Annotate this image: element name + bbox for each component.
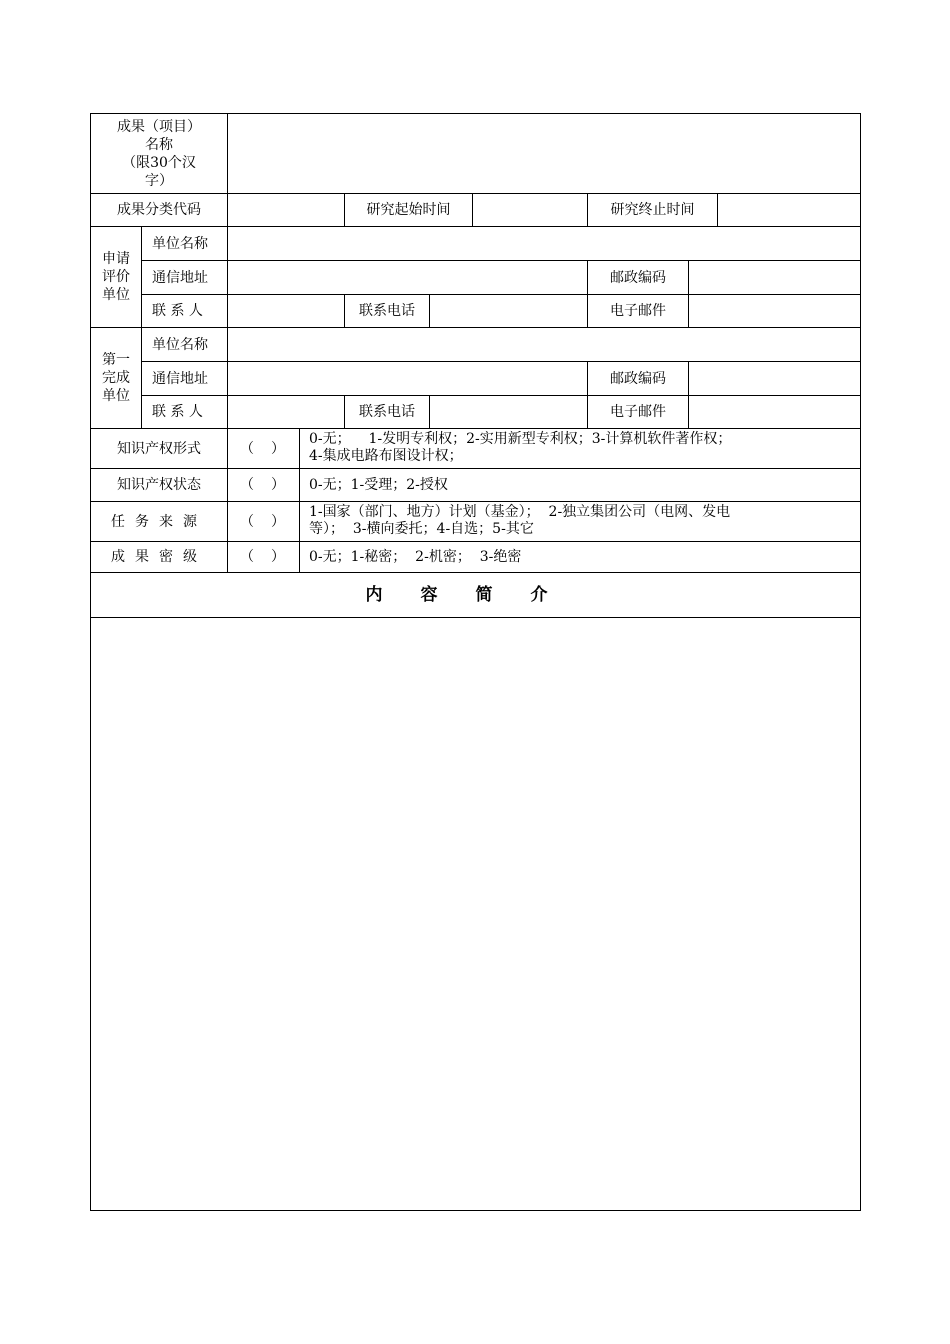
ip-status-label: 知识产权状态	[91, 469, 228, 502]
project-name-label-line3: （限30个汉	[122, 154, 196, 171]
ip-form-label: 知识产权形式	[91, 429, 228, 469]
applicant-unit-group-label	[91, 227, 142, 328]
first-unit-postal-label: 邮政编码	[588, 362, 689, 396]
first-unit-address-field[interactable]	[228, 362, 588, 396]
summary-body-field[interactable]	[91, 618, 860, 1210]
task-source-paren-open: （	[240, 513, 254, 530]
applicant-email-label: 电子邮件	[588, 295, 689, 328]
first-unit-phone-field[interactable]	[430, 396, 588, 429]
first-unit-name-label: 单位名称	[142, 328, 228, 362]
applicant-group-line3: 单位	[102, 287, 130, 303]
task-source-label: 任务来源	[91, 502, 228, 542]
end-time-field[interactable]	[718, 194, 860, 227]
ip-status-options-line1: 0-无；1-受理；2-授权	[309, 477, 448, 493]
ip-status-paren-close: ）	[271, 477, 285, 493]
category-code-field[interactable]	[228, 194, 345, 227]
category-code-label: 成果分类代码	[91, 194, 228, 227]
ip-form-paren-open: （	[240, 440, 254, 457]
ip-status-choice-field[interactable]	[228, 469, 300, 502]
secrecy-label: 成果密级	[91, 542, 228, 573]
secrecy-paren-open: （	[240, 549, 254, 565]
applicant-group-line1: 申请	[102, 251, 130, 267]
first-unit-group-label	[91, 328, 142, 429]
applicant-contact-label: 联 系 人	[142, 295, 228, 328]
achievement-form-table	[90, 113, 861, 1211]
first-unit-postal-field[interactable]	[689, 362, 860, 396]
secrecy-options	[300, 542, 860, 573]
ip-status-options	[300, 469, 860, 502]
first-unit-group-line2: 完成	[102, 370, 130, 386]
first-unit-group-line1: 第一	[102, 352, 130, 368]
secrecy-choice-field[interactable]	[228, 542, 300, 573]
first-unit-contact-field[interactable]	[228, 396, 345, 429]
ip-form-options	[300, 429, 860, 469]
project-name-label-line4: 字）	[145, 172, 173, 189]
secrecy-paren-close: ）	[271, 549, 285, 565]
task-source-options	[300, 502, 860, 542]
applicant-phone-label: 联系电话	[345, 295, 430, 328]
ip-form-paren-close: ）	[271, 440, 285, 457]
task-source-options-line2: 等）； 3-横向委托；4-自选；5-其它	[309, 521, 534, 537]
applicant-email-field[interactable]	[689, 295, 860, 328]
project-name-field[interactable]	[228, 114, 860, 194]
summary-section-header	[91, 573, 860, 618]
project-name-label	[91, 114, 228, 194]
start-time-label: 研究起始时间	[345, 194, 473, 227]
summary-title: 内容简介	[365, 585, 586, 605]
secrecy-options-line1: 0-无；1-秘密； 2-机密； 3-绝密	[309, 549, 522, 565]
start-time-field[interactable]	[473, 194, 588, 227]
task-source-paren-close: ）	[271, 513, 285, 530]
task-source-options-line1: 1-国家（部门、地方）计划（基金）； 2-独立集团公司（电网、发电	[309, 504, 731, 520]
applicant-unit-name-label: 单位名称	[142, 227, 228, 261]
project-name-label-line2: 名称	[145, 136, 173, 153]
first-unit-contact-label: 联 系 人	[142, 396, 228, 429]
first-unit-phone-label: 联系电话	[345, 396, 430, 429]
first-unit-address-label: 通信地址	[142, 362, 228, 396]
applicant-postal-field[interactable]	[689, 261, 860, 295]
first-unit-email-label: 电子邮件	[588, 396, 689, 429]
applicant-unit-name-field[interactable]	[228, 227, 860, 261]
first-unit-group-line3: 单位	[102, 388, 130, 404]
task-source-choice-field[interactable]	[228, 502, 300, 542]
first-unit-name-field[interactable]	[228, 328, 860, 362]
end-time-label: 研究终止时间	[588, 194, 718, 227]
project-name-label-line1: 成果（项目）	[117, 118, 201, 135]
applicant-phone-field[interactable]	[430, 295, 588, 328]
applicant-group-line2: 评价	[102, 269, 130, 285]
first-unit-email-field[interactable]	[689, 396, 860, 429]
applicant-address-field[interactable]	[228, 261, 588, 295]
ip-form-options-line1: 0-无； 1-发明专利权；2-实用新型专利权；3-计算机软件著作权；	[309, 431, 732, 447]
ip-form-choice-field[interactable]	[228, 429, 300, 469]
applicant-postal-label: 邮政编码	[588, 261, 689, 295]
ip-status-paren-open: （	[240, 477, 254, 493]
applicant-address-label: 通信地址	[142, 261, 228, 295]
applicant-contact-field[interactable]	[228, 295, 345, 328]
ip-form-options-line2: 4-集成电路布图设计权；	[309, 448, 463, 464]
